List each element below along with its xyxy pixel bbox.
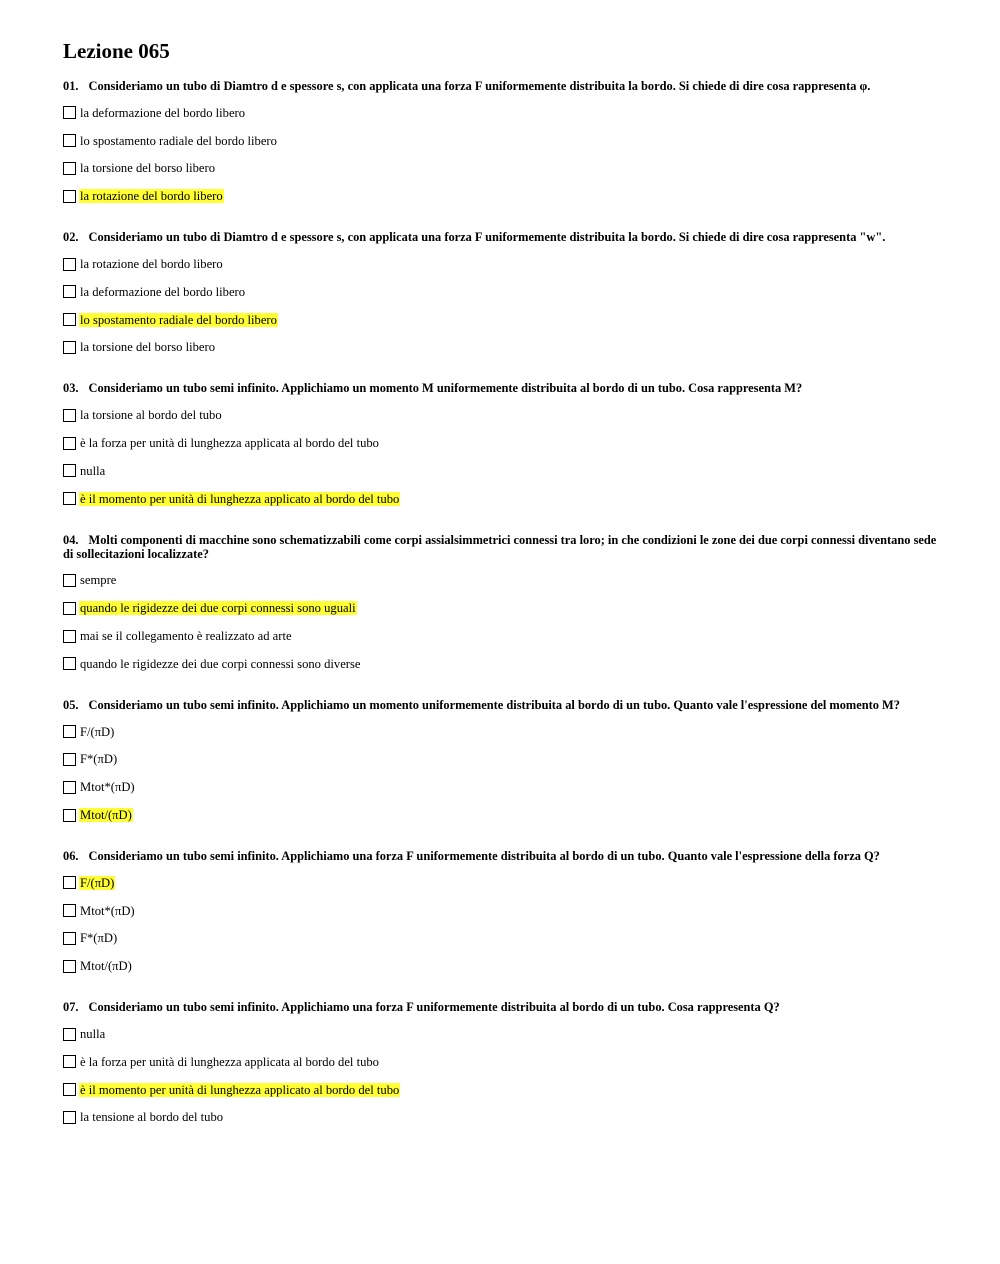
answer-label: la torsione del borso libero	[80, 161, 216, 176]
answer-label: è la forza per unità di lunghezza applicata al bordo del tubo	[80, 1054, 379, 1069]
answer-option[interactable]	[63, 567, 938, 595]
answer-option[interactable]	[63, 746, 938, 774]
question-1	[63, 79, 938, 210]
answer-checkbox[interactable]	[63, 1055, 76, 1068]
question-number: 02.	[63, 230, 79, 245]
answer-label: Mtot*(πD)	[80, 780, 135, 795]
answer-option[interactable]	[63, 897, 938, 925]
answer-checkbox[interactable]	[63, 781, 76, 794]
answer-label: nulla	[80, 463, 106, 478]
answer-label: sempre	[80, 573, 117, 588]
answer-option[interactable]	[63, 650, 938, 678]
answer-label: la torsione al bordo del tubo	[80, 408, 222, 423]
answer-label: F*(πD)	[80, 752, 118, 767]
answer-option[interactable]	[63, 1076, 938, 1104]
answer-label: la tensione al bordo del tubo	[80, 1110, 224, 1125]
page-title: Lezione 065	[63, 39, 170, 63]
answer-checkbox[interactable]	[63, 602, 76, 615]
question-5	[63, 698, 938, 829]
answer-option[interactable]	[63, 429, 938, 457]
answer-checkbox[interactable]	[63, 162, 76, 175]
answer-label: la rotazione del bordo libero	[80, 257, 223, 272]
answer-checkbox[interactable]	[63, 464, 76, 477]
answer-checkbox[interactable]	[63, 753, 76, 766]
answer-option[interactable]	[63, 278, 938, 306]
question-body: Consideriamo un tubo semi infinito. Applichiamo un momento uniformemente distribuita al bordo di un tubo. Quanto vale l'espressione del momento M?	[88, 697, 900, 712]
answer-label-highlighted: quando le rigidezze dei due corpi connessi sono uguali	[80, 601, 356, 616]
document-page	[63, 38, 938, 1151]
question-4	[63, 533, 938, 678]
answer-option[interactable]	[63, 869, 938, 897]
question-body: Consideriamo un tubo semi infinito. Applichiamo una forza F uniformemente distribuita al bordo di un tubo. Quanto vale l'espressione della forza Q?	[88, 848, 880, 863]
answer-label-highlighted: F/(πD)	[80, 875, 115, 890]
answer-option[interactable]	[63, 306, 938, 334]
answer-option[interactable]	[63, 457, 938, 485]
question-6	[63, 849, 938, 980]
question-list	[63, 79, 938, 1131]
answer-label-highlighted: è il momento per unità di lunghezza applicato al bordo del tubo	[80, 491, 400, 506]
question-text	[63, 849, 938, 863]
answer-checkbox[interactable]	[63, 437, 76, 450]
answer-label: F*(πD)	[80, 931, 118, 946]
answer-option[interactable]	[63, 485, 938, 513]
answer-checkbox[interactable]	[63, 134, 76, 147]
question-2	[63, 230, 938, 361]
answer-option[interactable]	[63, 127, 938, 155]
question-text	[63, 698, 938, 712]
answer-checkbox[interactable]	[63, 106, 76, 119]
answer-option[interactable]	[63, 1104, 938, 1132]
answer-label: quando le rigidezze dei due corpi connessi sono diverse	[80, 656, 361, 671]
answer-checkbox[interactable]	[63, 1111, 76, 1124]
answer-checkbox[interactable]	[63, 285, 76, 298]
question-body: Consideriamo un tubo di Diamtro d e spessore s, con applicata una forza F uniformemente distribuita la bordo. Si chiede di dire cosa rappresenta φ.	[88, 79, 871, 93]
answer-label: Mtot/(πD)	[80, 959, 132, 974]
question-body: Molti componenti di macchine sono schematizzabili come corpi assialsimmetrici connessi tra loro; in che condizioni le zone dei due corpi connessi diventano sede di sollecitazioni localizzate?	[63, 532, 937, 561]
answer-checkbox[interactable]	[63, 630, 76, 643]
answer-option[interactable]	[63, 1020, 938, 1048]
answer-checkbox[interactable]	[63, 313, 76, 326]
answer-checkbox[interactable]	[63, 341, 76, 354]
question-text	[63, 533, 938, 561]
answer-option[interactable]	[63, 952, 938, 980]
answer-option[interactable]	[63, 773, 938, 801]
answer-label: mai se il collegamento è realizzato ad arte	[80, 629, 292, 644]
answer-label-highlighted: lo spostamento radiale del bordo libero	[80, 312, 277, 327]
answer-checkbox[interactable]	[63, 932, 76, 945]
question-number: 05.	[63, 697, 79, 712]
question-number: 03.	[63, 381, 79, 396]
question-text	[63, 1000, 938, 1014]
answer-checkbox[interactable]	[63, 1083, 76, 1096]
answer-checkbox[interactable]	[63, 960, 76, 973]
answer-checkbox[interactable]	[63, 190, 76, 203]
question-7	[63, 1000, 938, 1131]
answer-checkbox[interactable]	[63, 492, 76, 505]
answer-option[interactable]	[63, 250, 938, 278]
answer-label: lo spostamento radiale del bordo libero	[80, 133, 277, 148]
answer-label: la deformazione del bordo libero	[80, 284, 246, 299]
answer-checkbox[interactable]	[63, 657, 76, 670]
answer-option[interactable]	[63, 622, 938, 650]
answer-checkbox[interactable]	[63, 876, 76, 889]
answer-option[interactable]	[63, 718, 938, 746]
question-text	[63, 79, 938, 93]
answer-option[interactable]	[63, 334, 938, 362]
answer-label-highlighted: Mtot/(πD)	[80, 808, 132, 823]
question-3	[63, 381, 938, 512]
question-body: Consideriamo un tubo di Diamtro d e spessore s, con applicata una forza F uniformemente distribuita la bordo. Si chiede di dire cosa rappresenta "w".	[88, 230, 886, 245]
answer-checkbox[interactable]	[63, 1028, 76, 1041]
answer-option[interactable]	[63, 925, 938, 953]
question-text	[63, 381, 938, 395]
answer-checkbox[interactable]	[63, 574, 76, 587]
answer-option[interactable]	[63, 401, 938, 429]
question-number: 06.	[63, 848, 79, 863]
answer-label: Mtot*(πD)	[80, 903, 135, 918]
answer-label-highlighted: è il momento per unità di lunghezza applicato al bordo del tubo	[80, 1082, 400, 1097]
answer-checkbox[interactable]	[63, 409, 76, 422]
question-number: 04.	[63, 532, 79, 547]
answer-label: è la forza per unità di lunghezza applicata al bordo del tubo	[80, 436, 379, 451]
answer-checkbox[interactable]	[63, 258, 76, 271]
answer-option[interactable]	[63, 182, 938, 210]
answer-label: la deformazione del bordo libero	[80, 105, 246, 120]
answer-option[interactable]	[63, 99, 938, 127]
answer-label: F/(πD)	[80, 724, 115, 739]
question-text	[63, 230, 938, 244]
answer-label-highlighted: la rotazione del bordo libero	[80, 189, 223, 204]
answer-label: nulla	[80, 1027, 106, 1042]
question-body: Consideriamo un tubo semi infinito. Applichiamo un momento M uniformemente distribuita al bordo di un tubo. Cosa rappresenta M?	[88, 381, 803, 396]
question-number: 07.	[63, 1000, 79, 1015]
answer-checkbox[interactable]	[63, 725, 76, 738]
answer-option[interactable]	[63, 1048, 938, 1076]
answer-option[interactable]	[63, 801, 938, 829]
answer-checkbox[interactable]	[63, 904, 76, 917]
question-body: Consideriamo un tubo semi infinito. Applichiamo una forza F uniformemente distribuita al bordo di un tubo. Cosa rappresenta Q?	[88, 1000, 780, 1015]
answer-checkbox[interactable]	[63, 809, 76, 822]
question-number: 01.	[63, 79, 79, 93]
answer-option[interactable]	[63, 594, 938, 622]
answer-label: la torsione del borso libero	[80, 340, 216, 355]
answer-option[interactable]	[63, 155, 938, 183]
